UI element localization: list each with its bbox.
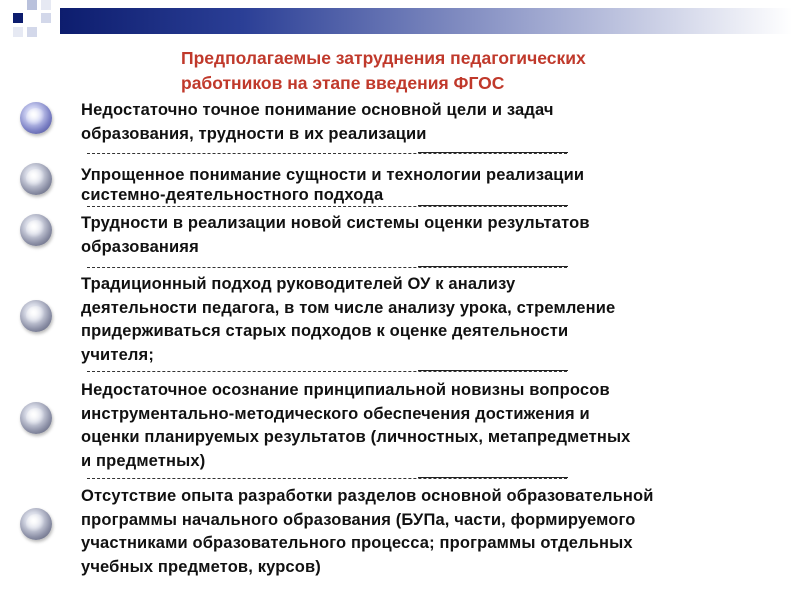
list-item-line: образования, трудности в их реализации (81, 124, 427, 143)
list-item-line: Упрощенное понимание сущности и технологии реализации (81, 166, 585, 184)
slide-title (181, 46, 761, 96)
sphere-bullet-icon (20, 102, 52, 134)
list-item-line: Недостаточное осознание принципиальной новизны вопросов (81, 381, 610, 399)
slide-title-line: работников на этапе введения ФГОС (181, 73, 505, 93)
header-gradient-bar (60, 8, 792, 34)
sphere-bullet-icon (20, 214, 52, 246)
dashed-divider (87, 478, 567, 479)
decor-square (27, 27, 37, 37)
list-item-line: и предметных) (81, 451, 206, 470)
list-item-line: оценки планируемых результатов (личностных, метапредметных (81, 428, 631, 446)
list-item-line: инструментально-методического обеспечения достижения и (81, 404, 590, 423)
dashed-divider (87, 206, 567, 207)
list-item (81, 379, 781, 473)
list-item-line: Недостаточно точное понимание основной цели и задач (81, 101, 554, 119)
sphere-bullet-icon (20, 300, 52, 332)
list-item-line: Отсутствие опыта разработки разделов основной образовательной (81, 487, 654, 505)
slide-title-line: Предполагаемые затруднения педагогических (181, 48, 586, 68)
sphere-bullet-icon (20, 508, 52, 540)
list-item (81, 485, 781, 579)
sphere-bullet-icon (20, 402, 52, 434)
list-item-line: Трудности в реализации новой системы оценки результатов (81, 214, 590, 232)
list-item (81, 99, 781, 146)
dashed-divider (87, 371, 567, 372)
list-item-line: участниками образовательного процесса; программы отдельных (81, 534, 633, 552)
decor-square (41, 0, 51, 10)
decor-square (41, 13, 51, 23)
decor-square (27, 0, 37, 10)
list-item-line: учебных предметов, курсов) (81, 557, 321, 576)
decor-square (13, 27, 23, 37)
decor-square (13, 13, 23, 23)
dashed-divider (87, 267, 567, 268)
list-item (81, 273, 781, 367)
dashed-divider (87, 153, 567, 154)
list-item-line: учителя; (81, 345, 154, 364)
list-item-line: придерживаться старых подходов к оценке деятельности (81, 322, 569, 340)
list-item-line: программы начального образования (БУПа, части, формируемого (81, 510, 636, 529)
list-item-line: деятельности педагога, в том числе анализу урока, стремление (81, 298, 616, 317)
list-item (81, 212, 781, 259)
list-item-line: Традиционный подход руководителей ОУ к анализу (81, 275, 516, 293)
list-item (81, 165, 781, 205)
list-item-line: образованияя (81, 237, 199, 256)
sphere-bullet-icon (20, 163, 52, 195)
list-item-line: системно-деятельностного подхода (81, 186, 384, 204)
